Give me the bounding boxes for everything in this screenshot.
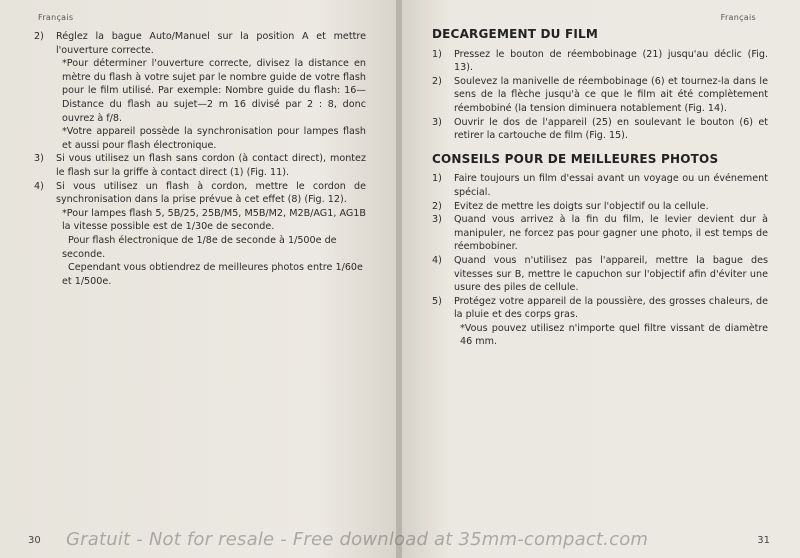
section-heading-unloading: DECARGEMENT DU FILM xyxy=(432,27,599,41)
item-number: 2) xyxy=(34,31,44,42)
item-text: Si vous utilisez un flash sans cordon (à contact direct), montez le flash sur la griffe à contact direct (1) (Fig. 11). xyxy=(56,153,366,178)
item-number: 4) xyxy=(34,180,44,192)
item-number: 3) xyxy=(432,214,442,226)
item-text: Evitez de mettre les doigts sur l'objectif ou la cellule. xyxy=(454,200,709,212)
item-note-continued: Pour flash électronique de 1/8e de seconde à 1/500e de seconde. xyxy=(62,234,337,260)
item-text: Réglez la bague Auto/Manuel sur la position A et mettre l'ouverture correcte. xyxy=(56,31,366,56)
item-note: *Pour déterminer l'ouverture correcte, divisez la distance en mètre du flash à votre sujet par le nombre guide de votre flash pour le film utilisé. Par exemple: Nombre guide du flash: 16—Distance du flash au sujet—2 m 16 divisé par 2 : 8, donc ouvrez à f/8. xyxy=(62,58,366,124)
item-text: Soulevez la manivelle de réembobinage (6) et tournez-la dans le sens de la flèche jusqu'à ce que le film ait été complètement réembobiné (la tension diminuera notablement (Fig. 14). xyxy=(454,75,768,114)
item-note: *Pour lampes flash 5, 5B/25, 25B/M5, M5B/M2, M2B/AG1, AG1B la vitesse possible est de 1/30e de seconde. xyxy=(62,207,366,233)
watermark-text: Gratuit - Not for resale - Free download at 35mm-compact.com xyxy=(66,529,649,550)
section-heading-tips: CONSEILS POUR DE MEILLEURES PHOTOS xyxy=(432,151,719,166)
left-page xyxy=(0,0,398,558)
list-item xyxy=(432,295,768,322)
item-number: 3) xyxy=(432,116,442,128)
item-number: 2) xyxy=(432,200,442,212)
language-label-left: Français xyxy=(38,13,74,22)
item-number: 2) xyxy=(432,75,442,87)
item-text: Faire toujours un film d'essai avant un voyage ou un événement spécial. xyxy=(454,173,768,198)
right-page-content xyxy=(432,24,768,349)
list-item xyxy=(34,30,366,57)
page-number-right: 31 xyxy=(757,535,770,546)
list-item xyxy=(34,152,366,179)
page-number-left: 30 xyxy=(28,535,41,546)
item-number: 5) xyxy=(432,295,442,307)
item-number: 1) xyxy=(432,173,442,185)
item-number: 4) xyxy=(432,254,442,266)
list-item xyxy=(432,75,768,116)
list-item xyxy=(432,172,768,199)
list-item xyxy=(432,213,768,254)
item-text: Quand vous n'utilisez pas l'appareil, mettre la bague des vitesses sur B, mettre le capuchon sur l'objectif afin d'éviter une usure des piles de cellule. xyxy=(454,254,768,294)
list-item xyxy=(432,254,768,295)
right-page xyxy=(402,0,800,558)
item-text: Ouvrir le dos de l'appareil (25) en soulevant le bouton (6) et retirer la cartouche de film (Fig. 15). xyxy=(454,116,768,142)
item-text: Si vous utilisez un flash à cordon, mettre le cordon de synchronisation dans la prise prévue à cet effet (8) (Fig. 12). xyxy=(56,180,366,206)
list-item xyxy=(432,200,768,214)
item-note: *Votre appareil possède la synchronisation pour lampes flash et aussi pour flash électronique. xyxy=(62,126,366,151)
filter-note: *Vous pouvez utilisez n'importe quel filtre vissant de diamètre 46 mm. xyxy=(460,322,768,348)
list-item xyxy=(432,48,768,75)
list-item xyxy=(432,116,768,143)
item-text: Quand vous arrivez à la fin du film, le levier devient dur à manipuler, ne forcez pas pour gagner une photo, il est temps de réembobiner. xyxy=(454,214,768,253)
item-number: 1) xyxy=(432,48,442,60)
item-text: Protégez votre appareil de la poussière, des grosses chaleurs, de la pluie et des corps gras. xyxy=(454,295,768,321)
item-note-continued: Cependant vous obtiendrez de meilleures photos entre 1/60e et 1/500e. xyxy=(62,262,363,287)
left-page-content xyxy=(34,30,366,288)
language-label-right: Français xyxy=(720,13,756,22)
item-number: 3) xyxy=(34,153,44,165)
item-text: Pressez le bouton de réembobinage (21) jusqu'au déclic (Fig. 13). xyxy=(454,48,768,74)
list-item xyxy=(34,180,366,207)
